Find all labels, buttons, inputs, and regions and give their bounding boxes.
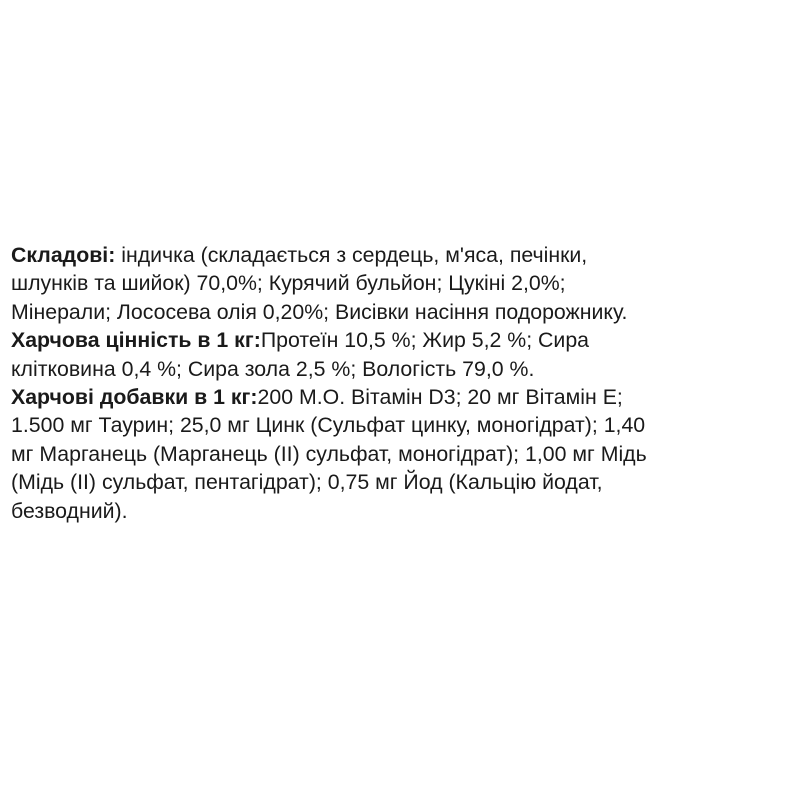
nutrition-text: Протеїн 10,5 %; Жир 5,2 %; Сира [260, 328, 590, 353]
additives-line-1 [11, 383, 796, 411]
additives-text: 200 М.О. Вітамін D3; 20 мг Вітамін Е; [257, 384, 623, 409]
composition-line-1 [11, 241, 796, 269]
additives-line-4: (Мідь (II) сульфат, пентагідрат); 0,75 мг Йод (Кальцію йодат, [11, 470, 603, 495]
nutrition-line-2: клітковина 0,4 %; Сира зола 2,5 %; Вологість 79,0 %. [11, 356, 535, 381]
additives-heading: Харчові добавки в 1 кг: [11, 384, 258, 409]
additives-line-5: безводний). [11, 498, 128, 523]
additives-line-2: 1.500 мг Таурин; 25,0 мг Цинк (Сульфат цинку, моногідрат); 1,40 [11, 413, 646, 438]
nutrition-heading: Харчова цінність в 1 кг: [11, 328, 261, 353]
product-composition-text [11, 241, 796, 525]
nutrition-line-1 [11, 326, 796, 354]
composition-line-2: шлунків та шийок) 70,0%; Курячий бульйон; Цукіні 2,0%; [11, 271, 566, 296]
composition-heading: Складові: [11, 243, 116, 267]
additives-line-3: мг Марганець (Марганець (II) сульфат, моногідрат); 1,00 мг Мідь [11, 441, 647, 466]
composition-line-3: Мінерали; Лососева олія 0,20%; Висівки насіння подорожнику. [11, 299, 628, 324]
composition-text: індичка (складається з сердець, м'яса, печінки, [115, 243, 588, 267]
